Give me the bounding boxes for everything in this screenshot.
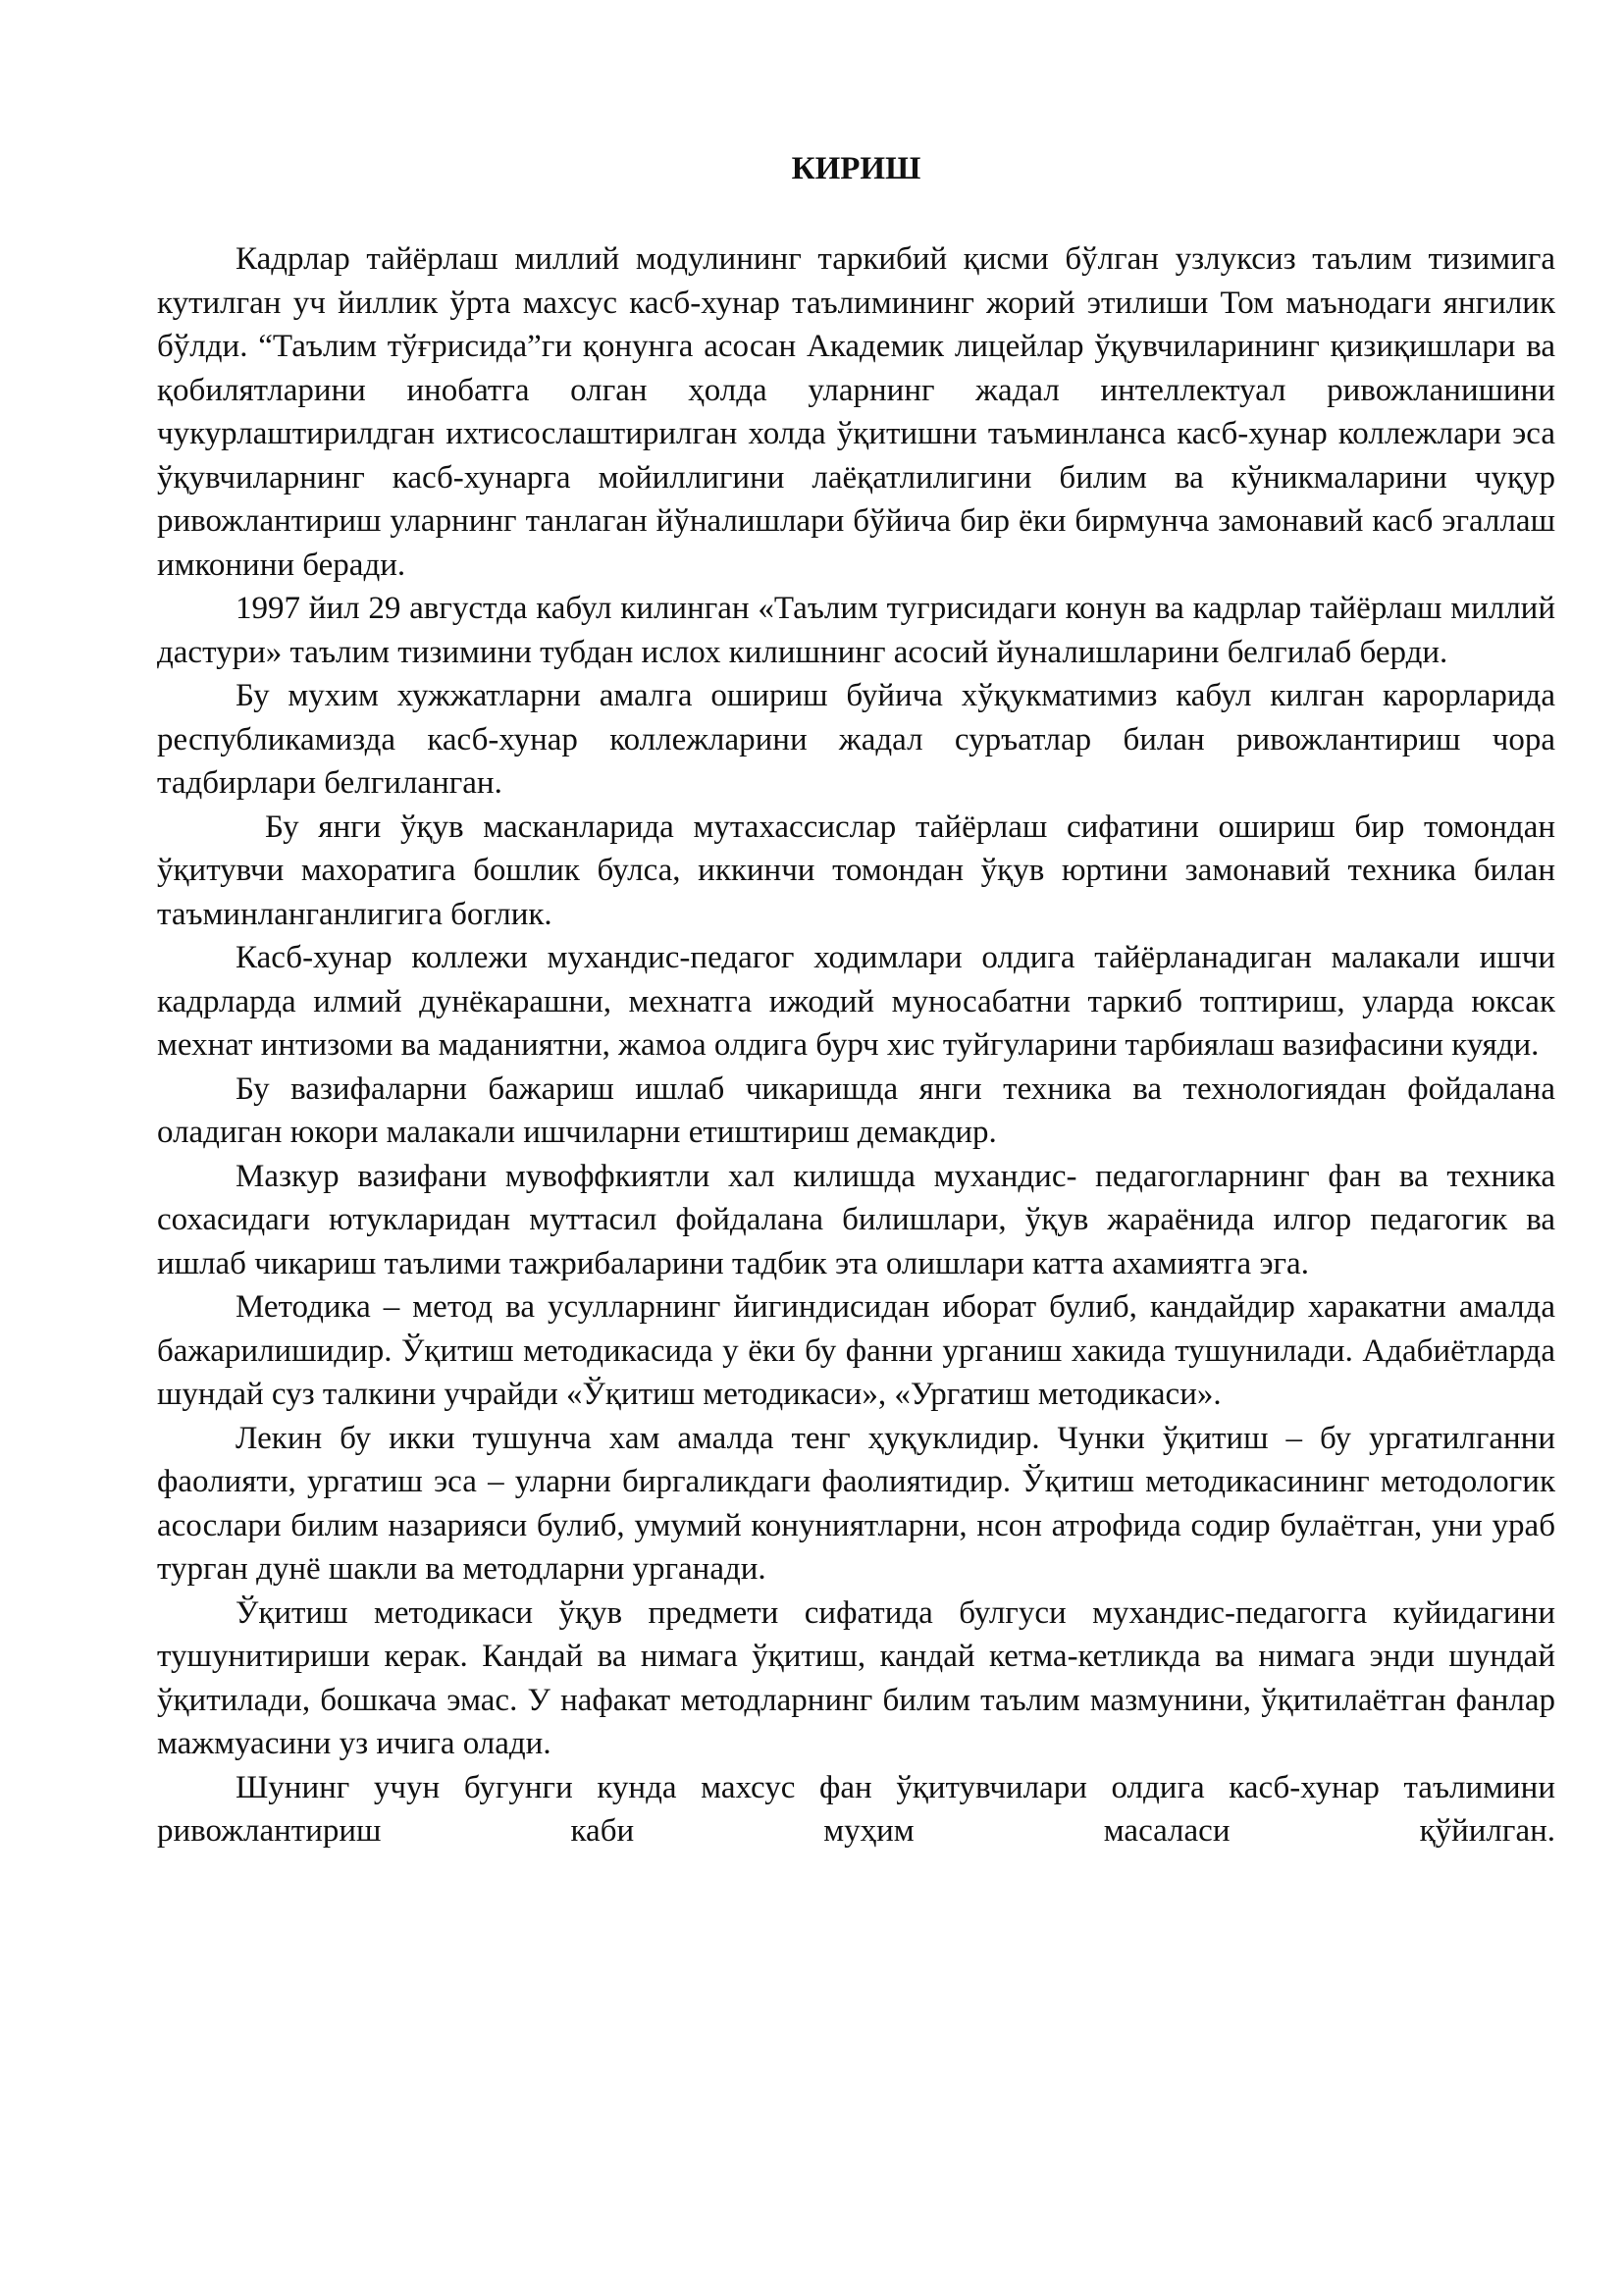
paragraph-teaching-learning: Лекин бу икки тушунча хам амалда тенг ҳуқуклидир. Чунки ўқитиш – бу ургатилганни фаолияти, ургатиш эса – уларни биргаликдаги фаолиятидир. Ўқитиш методикасининг методологик асослари билим назарияси булиб, умумий конуниятларни, нсон атрофида содир булаётган, уни ураб турган дунё шакли ва методларни урганади.	[157, 1420, 1555, 1587]
paragraph-methodology-definition: Методика – метод ва усулларнинг йигиндисидан иборат булиб, кандайдир харакатни амалда бажарилишидир. Ўқитиш методикасида у ёки бу фанни урганиш хакида тушунилади. Адабиётларда шундай суз талкини учрайди «Ўқитиш методикаси», «Ургатиш методикаси».	[157, 1289, 1555, 1412]
paragraph-new-institutions: Бу янги ўқув масканларида мутахассислар тайёрлаш сифатини ошириш бир томондан ўқитувчи махоратига бошлик булса, иккинчи томондан ўқув юртини замонавий техника билан таъминланганлигига боглик.	[157, 809, 1555, 932]
paragraph-tasks: Бу вазифаларни бажариш ишлаб чикаришда янги техника ва технологиядан фойдалана оладиган юкори малакали ишчиларни етиштириш демакдир.	[157, 1070, 1555, 1150]
paragraph-engineers: Мазкур вазифани мувоффкиятли хал килишда мухандис- педагогларнинг фан ва техника сохасидаги ютукларидан муттасил фойдалана билишлари, ўқув жараёнида илгор педагогик ва ишлаб чикариш таълими тажрибаларини тадбик эта олишлари катта ахамиятга эга.	[157, 1158, 1555, 1281]
paragraph-conclusion: Шунинг учун бугунги кунда махсус фан ўқитувчилари олдига касб-хунар таълимини ривожлантириш каби муҳим масаласи қўйилган.	[157, 1769, 1555, 1849]
paragraph-1997-law: 1997 йил 29 августда кабул килинган «Таълим тугрисидаги конун ва кадрлар тайёрлаш миллий дастури» таълим тизимини тубдан ислох килишнинг асосий йуналишларини белгилаб берди.	[157, 591, 1555, 670]
paragraph-intro: Кадрлар тайёрлаш миллий модулининг таркибий қисми бўлган узлуксиз таълим тизимига кутилган уч йиллик ўрта махсус касб-хунар таълимининг жорий этилиши Том маънодаги янгилик бўлди. “Таълим тўғрисида”ги қонунга асосан Академик лицейлар ўқувчиларининг қизиқишлари ва қобилятларини инобатга олган ҳолда уларнинг жадал интеллектуал ривожланишини чукурлаштирилдган ихтисослаштирилган холда ўқитишни таъминланса касб-хунар коллежлари эса ўқувчиларнинг касб-хунарга мойиллигини лаёқатлилигини билим ва кўникмаларини чуқур ривожлантириш уларнинг танлаган йўналишлари бўйича бир ёки бирмунча замонавий касб эгаллаш имконини беради.	[157, 241, 1555, 583]
document-page	[157, 147, 1555, 1853]
paragraph-college-staff: Касб-хунар коллежи мухандис-педагог ходимлари олдига тайёрланадиган малакали ишчи кадрларда илмий дунёкарашни, мехнатга ижодий муносабатни таркиб топтириш, уларда юксак мехнат интизоми ва маданиятни, жамоа олдига бурч хис туйгуларини тарбиялаш вазифасини куяди.	[157, 940, 1555, 1063]
paragraph-subject: Ўқитиш методикаси ўқув предмети сифатида булгуси мухандис-педагогга куйидагини тушунитириши керак. Кандай ва нимага ўқитиш, кандай кетма-кетликда ва нимага энди шундай ўқитилади, бошкача эмас. У нафакат методларнинг билим таълим мазмунини, ўқитилаётган фанлар мажмуасини уз ичига олади.	[157, 1594, 1555, 1761]
paragraph-government-decisions: Бу мухим хужжатларни амалга ошириш буйича хўқукматимиз кабул килган карорларида республикамизда касб-хунар коллежларини жадал суръатлар билан ривожлантириш чора тадбирлари белгиланган.	[157, 678, 1555, 801]
document-title: КИРИШ	[791, 151, 921, 186]
